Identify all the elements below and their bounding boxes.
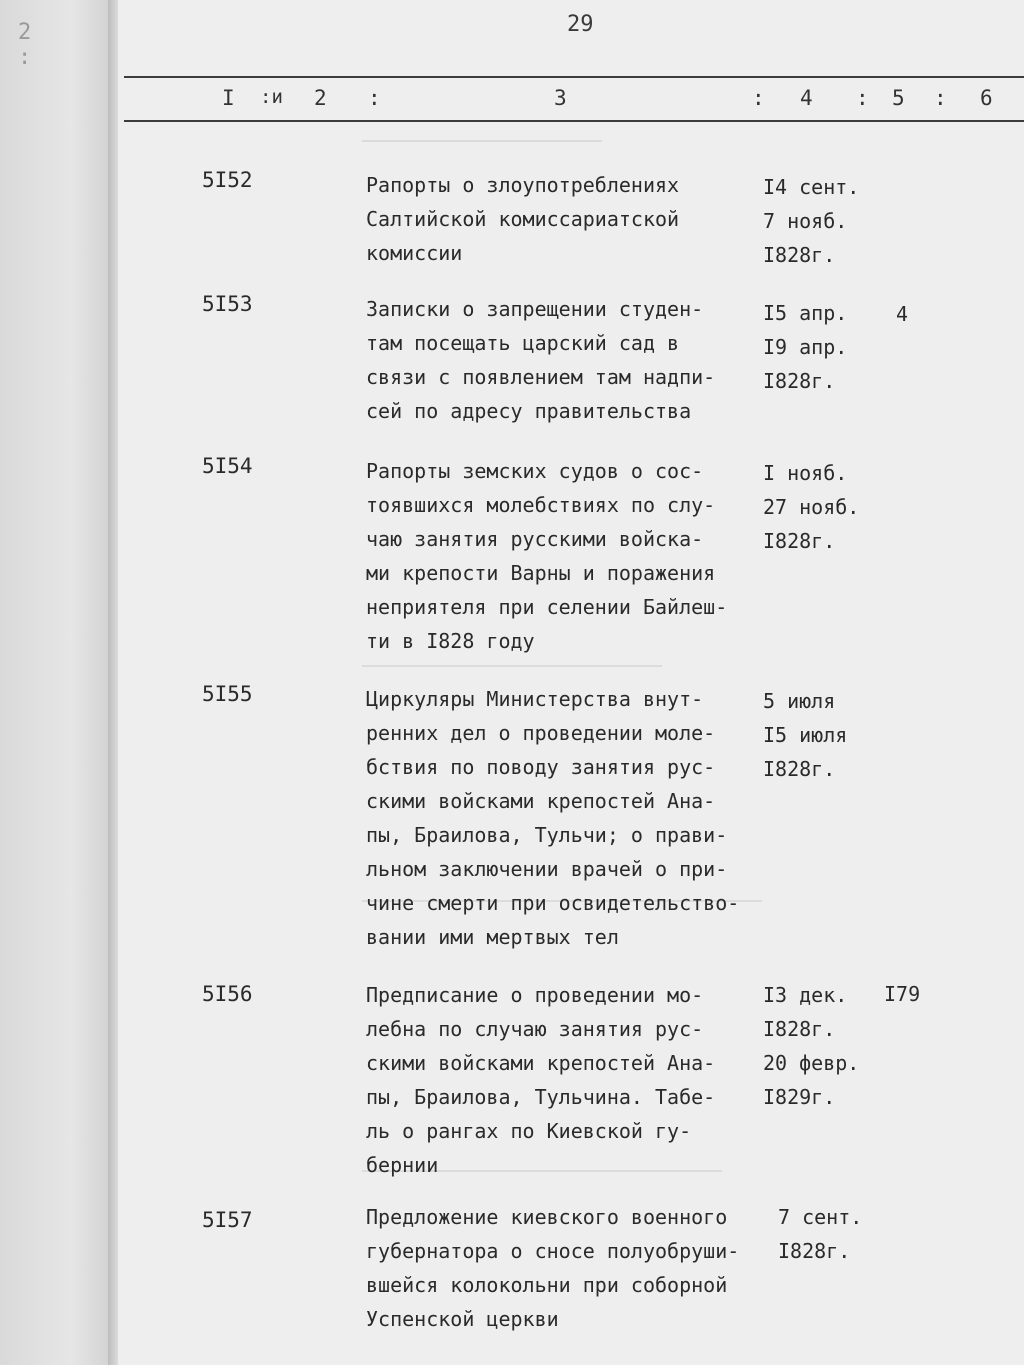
column-separator-2: : (368, 86, 381, 110)
description-line: Успенской церкви (366, 1307, 559, 1331)
entry-dates (778, 1200, 908, 1268)
previous-page-margin-text: 2 : (18, 20, 62, 70)
column-separator-3: : (752, 86, 765, 110)
entry-number: 5I54 (202, 454, 253, 478)
date-line: I828г. (778, 1239, 851, 1263)
document-page (118, 0, 1024, 1365)
entry-dates (763, 296, 893, 398)
description-line: комиссии (366, 241, 463, 265)
description-line: связи с появлением там надпи- (366, 365, 716, 389)
page-number: 29 (567, 12, 594, 37)
column-separator-5: : (934, 86, 947, 110)
description-line: Предложение киевского военного (366, 1205, 728, 1229)
entry-dates (763, 978, 893, 1114)
entry-number: 5I56 (202, 982, 253, 1006)
description-line: Рапорты земских судов о сос- (366, 459, 704, 483)
description-line: пы, Браилова, Тульчи; о прави- (366, 823, 728, 847)
entry-number: 5I53 (202, 292, 253, 316)
date-line: 7 нояб. (763, 209, 848, 233)
description-line: Рапорты о злоупотреблениях (366, 173, 680, 197)
description-line: там посещать царский сад в (366, 331, 680, 355)
date-line: I4 сент. (763, 175, 860, 199)
entry-number: 5I55 (202, 682, 253, 706)
entry-description (366, 292, 766, 428)
date-line: I5 июля (763, 723, 848, 747)
entry-description (366, 1200, 766, 1336)
description-line: тоявшихся молебствиях по слу- (366, 493, 716, 517)
description-line: Циркуляры Министерства внут- (366, 687, 704, 711)
previous-page-edge (0, 0, 118, 1365)
date-line: I828г. (763, 1017, 836, 1041)
description-line: скими войсками крепостей Ана- (366, 1051, 716, 1075)
description-line: Записки о запрещении студен- (366, 297, 704, 321)
description-line: пы, Браилова, Тульчина. Табе- (366, 1085, 716, 1109)
description-line: льном заключении врачей о при- (366, 857, 728, 881)
description-line: бернии (366, 1153, 439, 1177)
date-line: 5 июля (763, 689, 836, 713)
column-separator-4: : (856, 86, 869, 110)
column-header-1: I (222, 86, 235, 110)
description-line: скими войсками крепостей Ана- (366, 789, 716, 813)
entry-dates (763, 456, 893, 558)
description-line: ми крепости Варны и поражения (366, 561, 716, 585)
entry-dates (763, 684, 893, 786)
column-header-5: 5 (892, 86, 905, 110)
date-line: I829г. (763, 1085, 836, 1109)
date-line: I828г. (763, 757, 836, 781)
description-line: неприятеля при селении Байлеш- (366, 595, 728, 619)
show-through-mark (362, 665, 662, 677)
date-line: 20 февр. (763, 1051, 860, 1075)
description-line: ти в I828 году (366, 629, 535, 653)
date-line: I828г. (763, 243, 836, 267)
description-line: губернатора о сносе полуобруши- (366, 1239, 740, 1263)
header-rule-bottom (124, 120, 1024, 122)
entry-description (366, 168, 766, 270)
entry-description (366, 978, 766, 1182)
column-header-2: 2 (314, 86, 327, 110)
description-line: лебна по случаю занятия рус- (366, 1017, 704, 1041)
description-line: чине смерти при освидетельство- (366, 891, 740, 915)
description-line: чаю занятия русскими войска- (366, 527, 704, 551)
date-line: I5 апр. (763, 301, 848, 325)
date-line: I нояб. (763, 461, 848, 485)
entry-dates (763, 170, 893, 272)
entry-sheet-count: I79 (884, 982, 921, 1006)
description-line: ль о рангах по Киевской гу- (366, 1119, 692, 1143)
entry-number: 5I57 (202, 1208, 253, 1232)
description-line: вании ими мертвых тел (366, 925, 619, 949)
entry-description (366, 682, 766, 954)
entry-sheet-count: 4 (896, 302, 909, 326)
column-separator-1: :и (260, 86, 283, 108)
description-line: Салтийской комиссариатской (366, 207, 680, 231)
column-header-3: 3 (554, 86, 567, 110)
entry-number: 5I52 (202, 168, 253, 192)
date-line: I828г. (763, 529, 836, 553)
date-line: I3 дек. (763, 983, 848, 1007)
description-line: сей по адресу правительства (366, 399, 692, 423)
column-header-4: 4 (800, 86, 813, 110)
date-line: 27 нояб. (763, 495, 860, 519)
description-line: ренних дел о проведении моле- (366, 721, 716, 745)
description-line: вшейся колокольни при соборной (366, 1273, 728, 1297)
description-line: Предписание о проведении мо- (366, 983, 704, 1007)
date-line: I828г. (763, 369, 836, 393)
date-line: I9 апр. (763, 335, 848, 359)
date-line: 7 сент. (778, 1205, 863, 1229)
header-rule-top (124, 76, 1024, 78)
description-line: бствия по поводу занятия рус- (366, 755, 716, 779)
show-through-mark (362, 140, 602, 152)
entry-description (366, 454, 766, 658)
column-header-6: 6 (980, 86, 993, 110)
